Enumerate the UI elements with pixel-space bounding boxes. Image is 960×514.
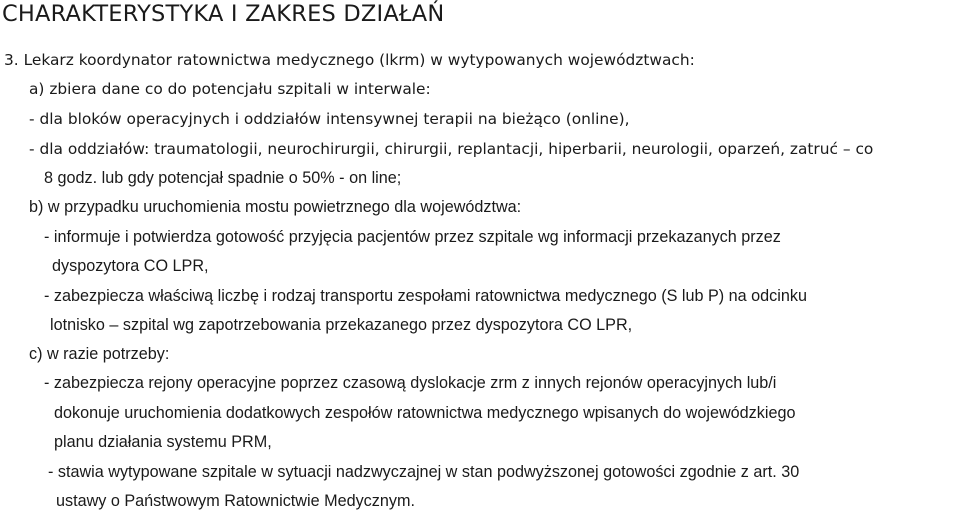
text-line-a-bullet-2-cont: 8 godz. lub gdy potencjał spadnie o 50% - on line; bbox=[44, 169, 402, 187]
text-line-item-b: b) w przypadku uruchomienia mostu powietrznego dla województwa: bbox=[29, 198, 522, 216]
text-line-point-3-heading: 3. Lekarz koordynator ratownictwa medycznego (lkrm) w wytypowanych województwach: bbox=[4, 51, 695, 69]
text-line-c-bullet-2-cont: ustawy o Państwowym Ratownictwie Medycznym. bbox=[56, 492, 415, 510]
text-line-c-bullet-1: - zabezpiecza rejony operacyjne poprzez czasową dyslokacje zrm z innych rejonów operacyjnych lub/i bbox=[44, 374, 777, 392]
text-line-b-bullet-1: - informuje i potwierdza gotowość przyjęcia pacjentów przez szpitale wg informacji przekazanych przez bbox=[44, 228, 781, 246]
text-line-c-bullet-1-cont2: planu działania systemu PRM, bbox=[54, 433, 272, 451]
text-line-item-c: c) w razie potrzeby: bbox=[29, 345, 170, 363]
text-line-a-bullet-1: - dla bloków operacyjnych i oddziałów intensywnej terapii na bieżąco (online), bbox=[29, 110, 630, 128]
text-line-c-bullet-1-cont: dokonuje uruchomienia dodatkowych zespołów ratownictwa medycznego wpisanych do wojewódzkiego bbox=[54, 404, 796, 422]
text-line-a-bullet-2: - dla oddziałów: traumatologii, neurochirurgii, chirurgii, replantacji, hiperbarii, neurologii, oparzeń, zatruć – co bbox=[29, 140, 874, 158]
text-line-c-bullet-2: - stawia wytypowane szpitale w sytuacji nadzwyczajnej w stan podwyższonej gotowości zgodnie z art. 30 bbox=[48, 463, 800, 481]
text-line-b-bullet-2-cont: lotnisko – szpital wg zapotrzebowania przekazanego przez dyspozytora CO LPR, bbox=[50, 316, 633, 334]
slide-title: CHARAKTERYSTYKA I ZAKRES DZIAŁAŃ bbox=[2, 1, 445, 27]
text-line-b-bullet-1-cont: dyspozytora CO LPR, bbox=[52, 257, 209, 275]
text-line-b-bullet-2: - zabezpiecza właściwą liczbę i rodzaj transportu zespołami ratownictwa medycznego (S lub P) na odcinku bbox=[44, 287, 807, 305]
text-line-item-a: a) zbiera dane co do potencjału szpitali w interwale: bbox=[29, 80, 431, 98]
